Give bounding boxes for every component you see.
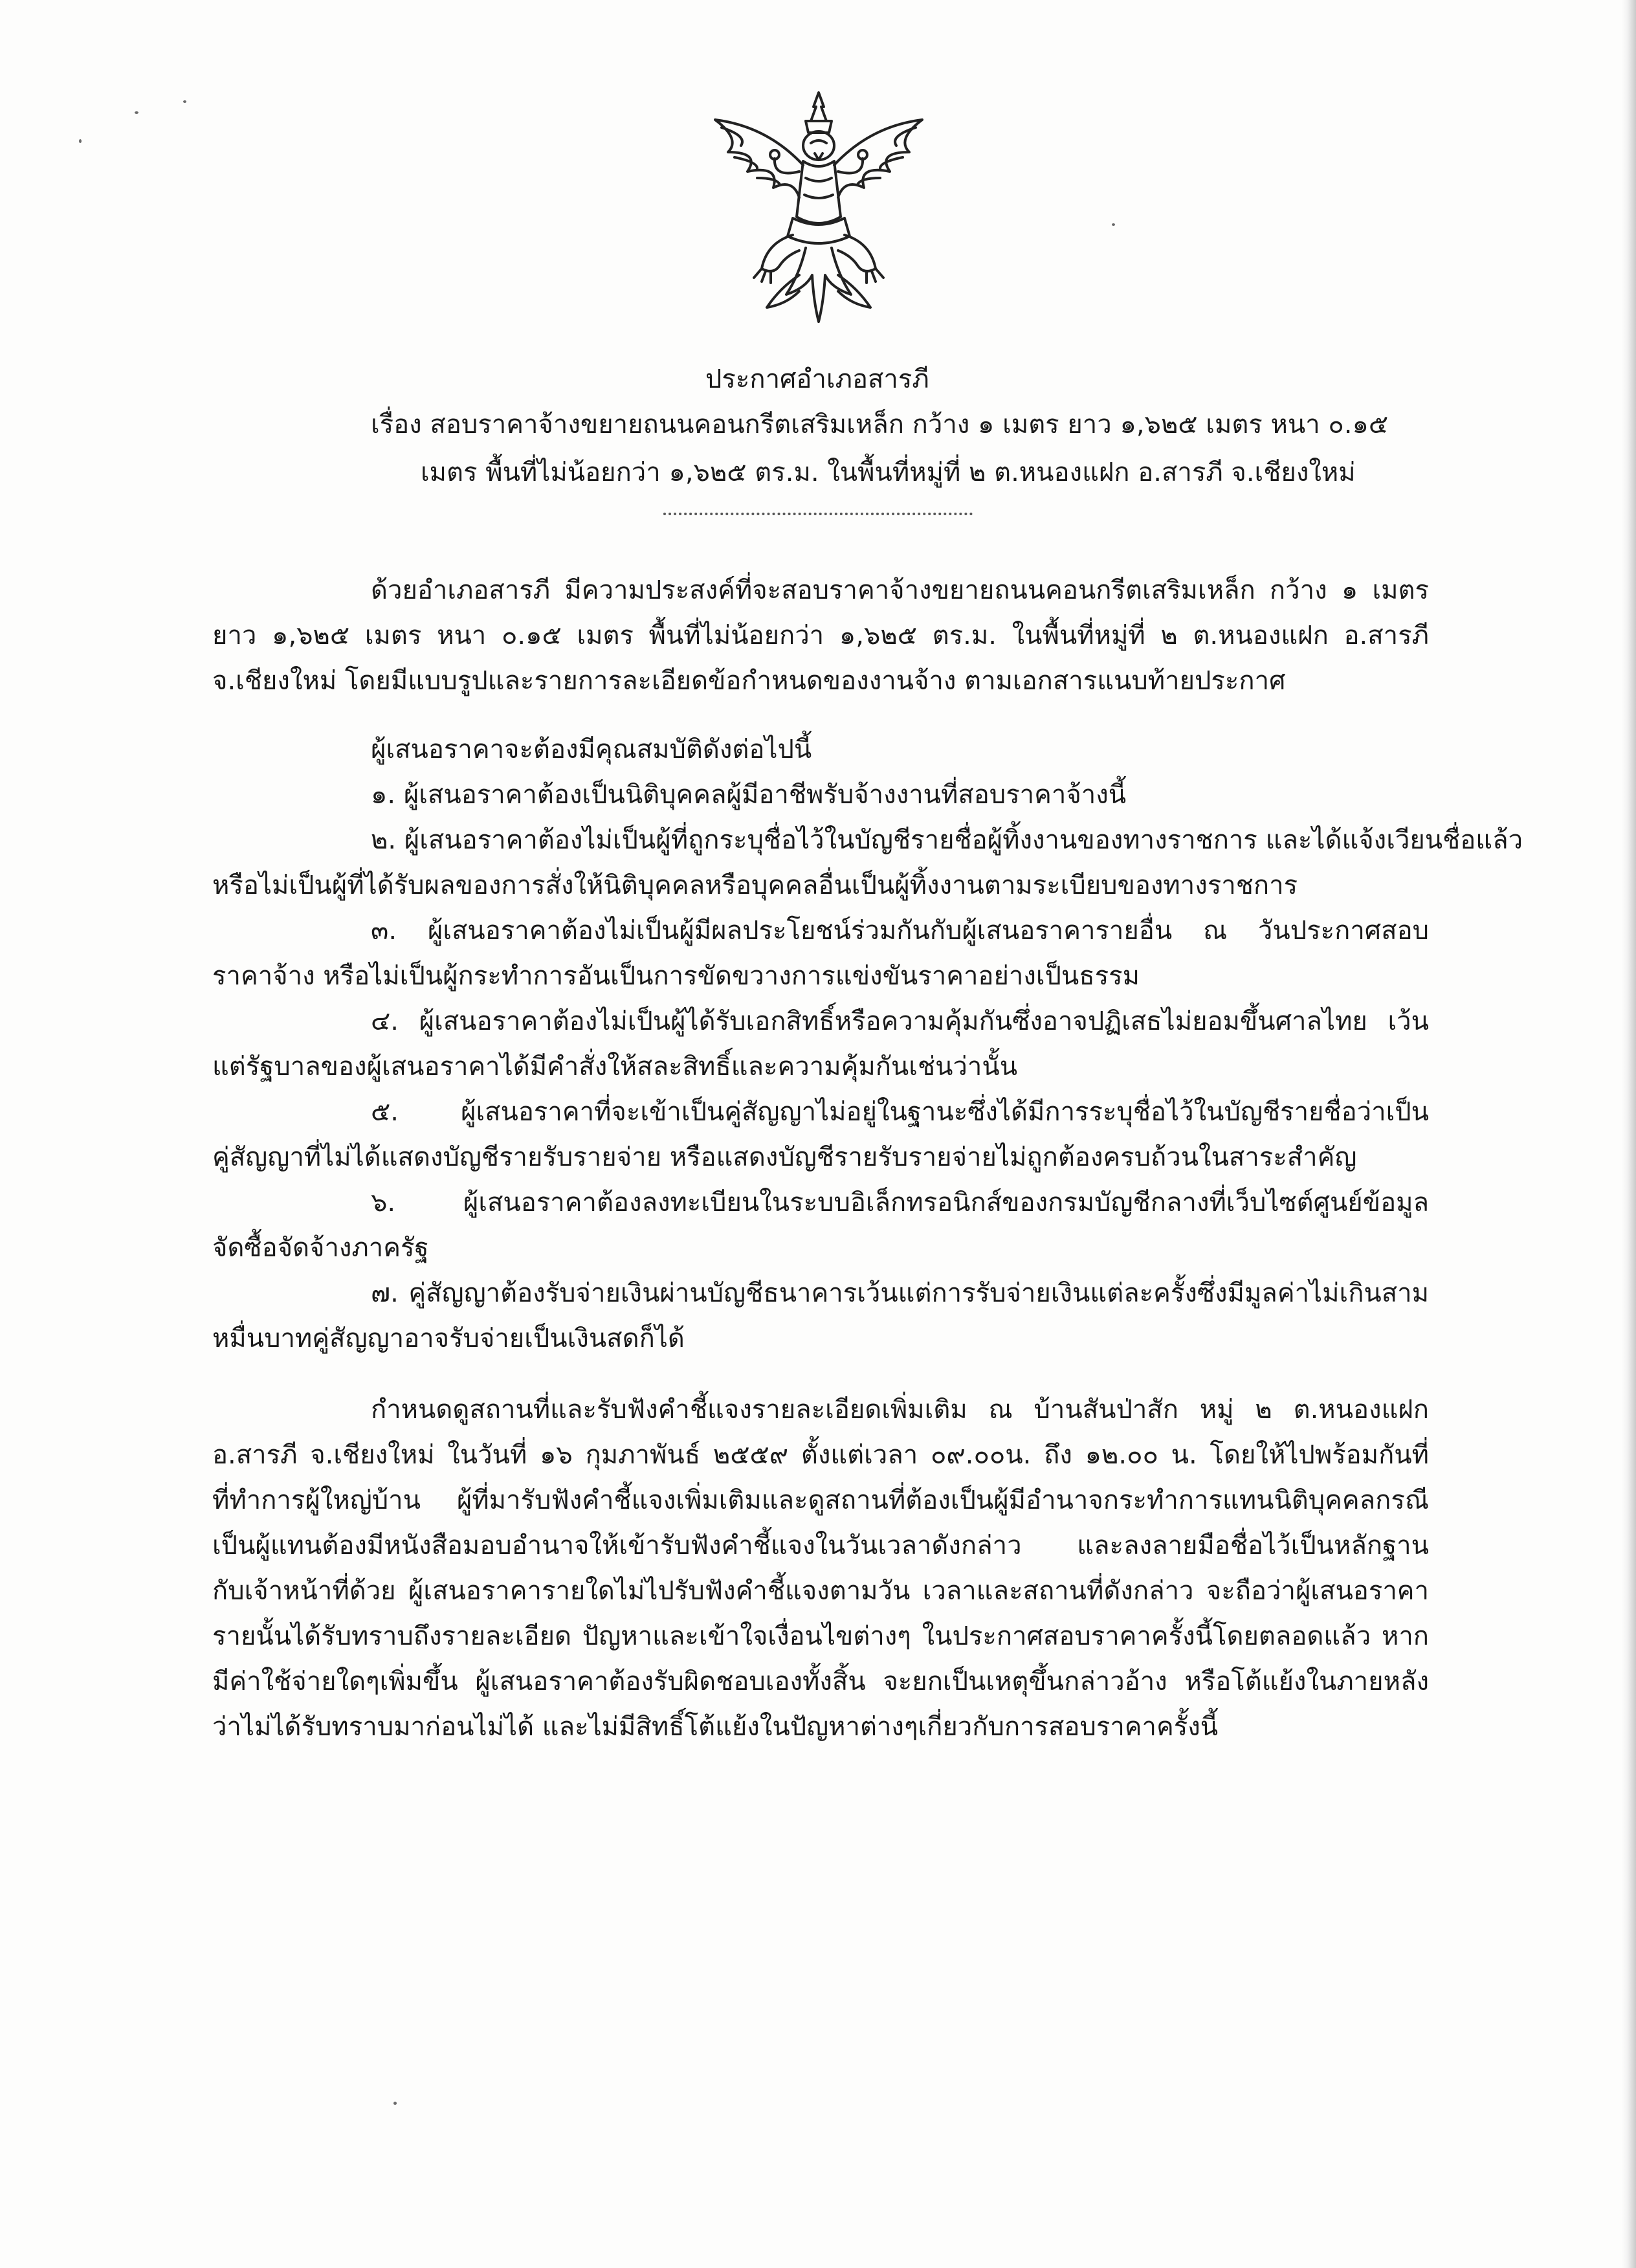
qualification-item: แต่รัฐบาลของผู้เสนอราคาได้มีคำสั่งให้สละสิทธิ์และความคุ้มกันเช่นว่านั้น xyxy=(212,1052,1018,1082)
paragraph-line: จ.เชียงใหม่ โดยมีแบบรูปและรายการละเอียดข้อกำหนดของงานจ้าง ตามเอกสารแนบท้ายประกาศ xyxy=(212,666,1286,696)
subject-line: เมตร พื้นที่ไม่น้อยกว่า ๑,๖๒๕ ตร.ม. ในพื้นที่หมู่ที่ ๒ ต.หนองแฝก อ.สารภี จ.เชียงใหม่ xyxy=(421,458,1356,487)
paragraph-line: ว่าไม่ได้รับทราบมาก่อนไม่ได้ และไม่มีสิทธิ์โต้แย้งในปัญหาต่างๆเกี่ยวกับการสอบราคาครั้งนี้ xyxy=(212,1712,1219,1742)
qualification-item: หรือไม่เป็นผู้ที่ได้รับผลของการสั่งให้นิติบุคคลหรือบุคคลอื่นเป็นผู้ทิ้งงานตามระเบียบของทางราชการ xyxy=(212,871,1298,900)
qualification-item: ๕. ผู้เสนอราคาที่จะเข้าเป็นคู่สัญญาไม่อยู่ในฐานะซึ่งได้มีการระบุชื่อไว้ในบัญชีรายชื่อว่าเป็น xyxy=(371,1097,1429,1127)
garuda-emblem-icon xyxy=(702,81,935,343)
qualification-item: จัดซื้อจัดจ้างภาครัฐ xyxy=(212,1233,429,1263)
qualification-item: ราคาจ้าง หรือไม่เป็นผู้กระทำการอันเป็นการขัดขวางการแข่งขันราคาอย่างเป็นธรรม xyxy=(212,961,1140,991)
paragraph-line: ด้วยอำเภอสารภี มีความประสงค์ที่จะสอบราคาจ้างขยายถนนคอนกรีตเสริมเหล็ก กว้าง ๑ เมตร xyxy=(371,575,1429,605)
paragraph-line: มีค่าใช้จ่ายใดๆเพิ่มขึ้น ผู้เสนอราคาต้องรับผิดชอบเองทั้งสิ้น จะยกเป็นเหตุขึ้นกล่าวอ้าง หรือโต้แย้งในภายหลัง xyxy=(212,1667,1429,1696)
scan-speck xyxy=(135,111,138,114)
paragraph-line: ยาว ๑,๖๒๕ เมตร หนา ๐.๑๕ เมตร พื้นที่ไม่น้อยกว่า ๑,๖๒๕ ตร.ม. ในพื้นที่หมู่ที่ ๒ ต.หนองแฝก อ.สารภี xyxy=(212,621,1429,650)
scan-speck xyxy=(183,100,186,103)
scan-speck xyxy=(79,139,82,143)
separator-dotted-line xyxy=(663,513,973,515)
scan-speck xyxy=(393,2102,397,2105)
qualifications-heading: ผู้เสนอราคาจะต้องมีคุณสมบัติดังต่อไปนี้ xyxy=(371,735,812,764)
paragraph-line: กับเจ้าหน้าที่ด้วย ผู้เสนอราคารายใดไม่ไปรับฟังคำชี้แจงตามวัน เวลาและสถานที่ดังกล่าว จะถือว่าผู้เสนอราคา xyxy=(212,1576,1429,1606)
qualification-item: หมื่นบาทคู่สัญญาอาจรับจ่ายเป็นเงินสดก็ได้ xyxy=(212,1324,685,1353)
paragraph-line: ที่ทำการผู้ใหญ่บ้าน ผู้ที่มารับฟังคำชี้แจงเพิ่มเติมและดูสถานที่ต้องเป็นผู้มีอำนาจกระทำการแทนนิติบุคคลกรณี xyxy=(212,1485,1429,1515)
paragraph-line: รายนั้นได้รับทราบถึงรายละเอียด ปัญหาและเข้าใจเงื่อนไขต่างๆ ในประกาศสอบราคาครั้งนี้โดยตลอดแล้ว หาก xyxy=(212,1621,1429,1651)
qualification-item: ๑. ผู้เสนอราคาต้องเป็นนิติบุคคลผู้มีอาชีพรับจ้างงานที่สอบราคาจ้างนี้ xyxy=(371,780,1127,810)
paragraph-line: กำหนดดูสถานที่และรับฟังคำชี้แจงรายละเอียดเพิ่มเติม ณ บ้านสันป่าสัก หมู่ ๒ ต.หนองแฝก xyxy=(371,1395,1429,1425)
announcement-title: ประกาศอำเภอสารภี xyxy=(705,364,929,394)
qualification-item: ๗. คู่สัญญาต้องรับจ่ายเงินผ่านบัญชีธนาคารเว้นแต่การรับจ่ายเงินแต่ละครั้งซึ่งมีมูลค่าไม่เกินสาม xyxy=(371,1278,1429,1308)
scan-edge-shadow xyxy=(1622,0,1636,2268)
paragraph-line: เป็นผู้แทนต้องมีหนังสือมอบอำนาจให้เข้ารับฟังคำชี้แจงในวันเวลาดังกล่าว และลงลายมือชื่อไว้เป็นหลักฐาน xyxy=(212,1531,1429,1561)
qualification-item: คู่สัญญาที่ไม่ได้แสดงบัญชีรายรับรายจ่าย หรือแสดงบัญชีรายรับรายจ่ายไม่ถูกต้องครบถ้วนในสาระสำคัญ xyxy=(212,1142,1357,1172)
qualification-item: ๖. ผู้เสนอราคาต้องลงทะเบียนในระบบอิเล็กทรอนิกส์ของกรมบัญชีกลางที่เว็บไซต์ศูนย์ข้อมูล xyxy=(371,1188,1429,1217)
subject-line: เรื่อง สอบราคาจ้างขยายถนนคอนกรีตเสริมเหล็ก กว้าง ๑ เมตร ยาว ๑,๖๒๕ เมตร หนา ๐.๑๕ xyxy=(371,410,1389,439)
qualification-item: ๒. ผู้เสนอราคาต้องไม่เป็นผู้ที่ถูกระบุชื่อไว้ในบัญชีรายชื่อผู้ทิ้งงานของทางราชการ และได้แจ้งเวียนชื่อแล้ว xyxy=(371,825,1523,855)
qualification-item: ๔. ผู้เสนอราคาต้องไม่เป็นผู้ได้รับเอกสิทธิ์หรือความคุ้มกันซึ่งอาจปฏิเสธไม่ยอมขึ้นศาลไทย เว้น xyxy=(371,1006,1429,1036)
scan-speck xyxy=(1112,223,1115,226)
qualification-item: ๓. ผู้เสนอราคาต้องไม่เป็นผู้มีผลประโยชน์ร่วมกันกับผู้เสนอราคารายอื่น ณ วันประกาศสอบ xyxy=(371,916,1429,946)
paragraph-line: อ.สารภี จ.เชียงใหม่ ในวันที่ ๑๖ กุมภาพันธ์ ๒๕๕๙ ตั้งแต่เวลา ๐๙.๐๐น. ถึง ๑๒.๐๐ น. โดยให้ไปพร้อมกันที่ xyxy=(212,1440,1429,1470)
